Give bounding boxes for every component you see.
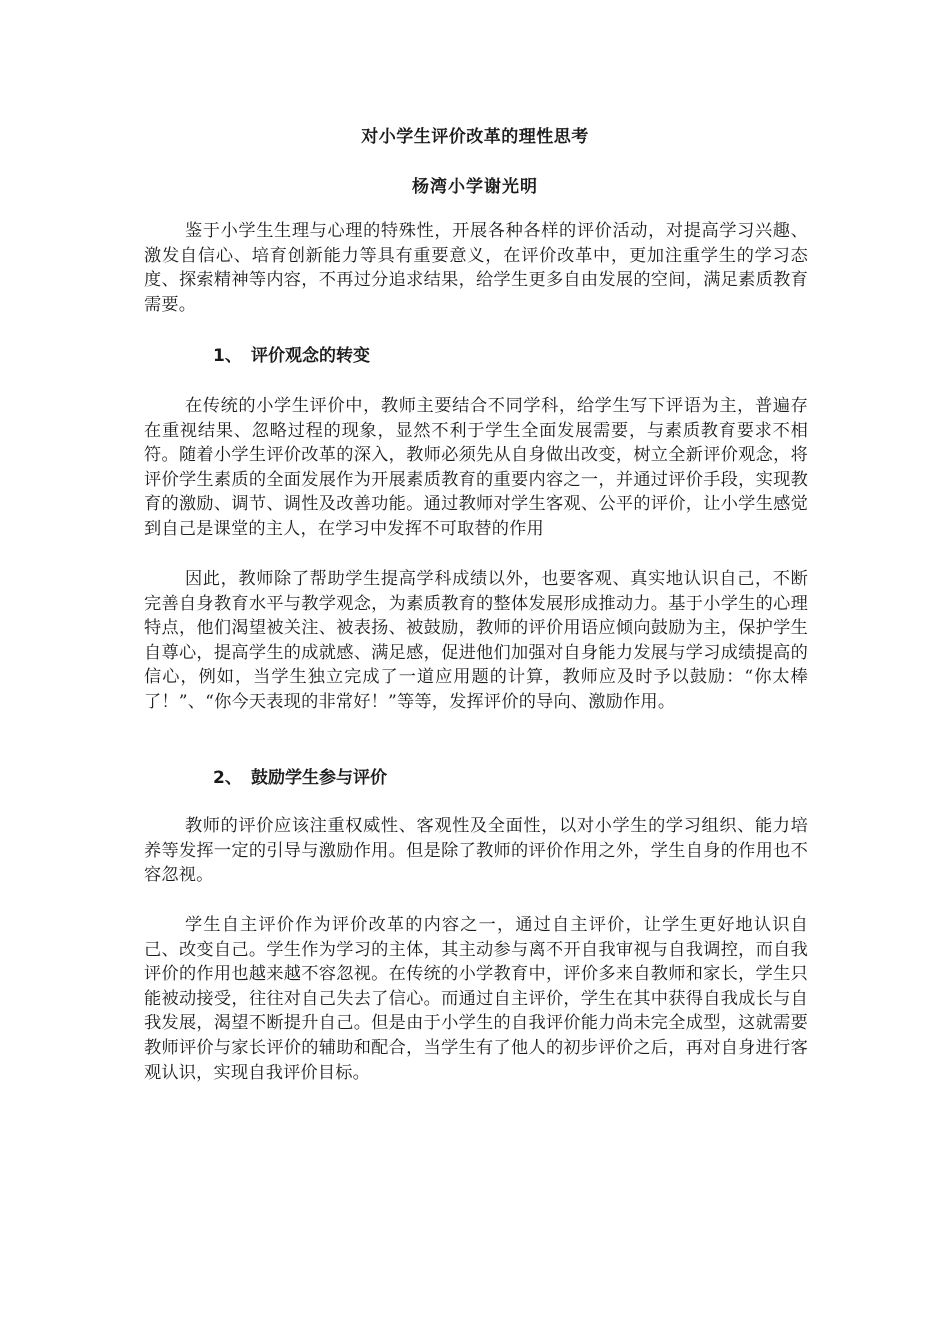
document-author: 杨湾小学谢光明 xyxy=(412,177,538,197)
section-heading-1 xyxy=(213,343,370,369)
intro-paragraph: 鉴于小学生生理与心理的特殊性，开展各种各样的评价活动，对提高学习兴趣、激发自信心、培育创新能力等具有重要意义，在评价改革中，更加注重学生的学习态度、探索精神等内容，不再过分追求结果，给学生更多自由发展的空间，满足素质教育需要。 xyxy=(144,221,808,315)
body-paragraph: 在传统的小学生评价中，教师主要结合不同学科，给学生写下评语为主，普遍存在重视结果、忽略过程的现象，显然不利于学生全面发展需要，与素质教育要求不相符。随着小学生评价改革的深入，教师必须先从自身做出改变，树立全新评价观念，将评价学生素质的全面发展作为开展素质教育的重要内容之一，并通过评价手段，实现教育的激励、调节、调性及改善功能。通过教师对学生客观、公平的评价，让小学生感觉到自己是课堂的主人，在学习中发挥不可取替的作用 xyxy=(144,396,808,539)
body-paragraph: 因此，教师除了帮助学生提高学科成绩以外，也要客观、真实地认识自己，不断完善自身教育水平与教学观念，为素质教育的整体发展形成推动力。基于小学生的心理特点，他们渴望被关注、被表扬、被鼓励，教师的评价用语应倾向鼓励为主，保护学生自尊心，提高学生的成就感、满足感，促进他们加强对自身能力发展与学习成绩提高的信心，例如，当学生独立完成了一道应用题的计算，教师应及时予以鼓励：“你太棒了！”、“你今天表现的非常好！”等等，发挥评价的导向、激励作用。 xyxy=(144,569,808,712)
section-heading-text: 鼓励学生参与评价 xyxy=(251,768,387,788)
document-title: 对小学生评价改革的理性思考 xyxy=(361,127,589,147)
body-paragraph: 学生自主评价作为评价改革的内容之一，通过自主评价，让学生更好地认识自己、改变自己。学生作为学习的主体，其主动参与离不开自我审视与自我调控，而自我评价的作用也越来越不容忽视。在传统的小学教育中，评价多来自教师和家长，学生只能被动接受，往往对自己失去了信心。而通过自主评价，学生在其中获得自我成长与自我发展，渴望不断提升自己。但是由于小学生的自我评价能力尚未完全成型，这就需要教师评价与家长评价的辅助和配合，当学生有了他人的初步评价之后，再对自身进行客观认识，实现自我评价目标。 xyxy=(144,915,808,1083)
section-heading-2 xyxy=(213,765,387,791)
body-paragraph: 教师的评价应该注重权威性、客观性及全面性，以对小学生的学习组织、能力培养等发挥一定的引导与激励作用。但是除了教师的评价作用之外，学生自身的作用也不容忽视。 xyxy=(144,816,808,886)
section-number: 1、 xyxy=(213,346,242,366)
section-heading-text: 评价观念的转变 xyxy=(251,346,370,366)
section-number: 2、 xyxy=(213,768,242,788)
